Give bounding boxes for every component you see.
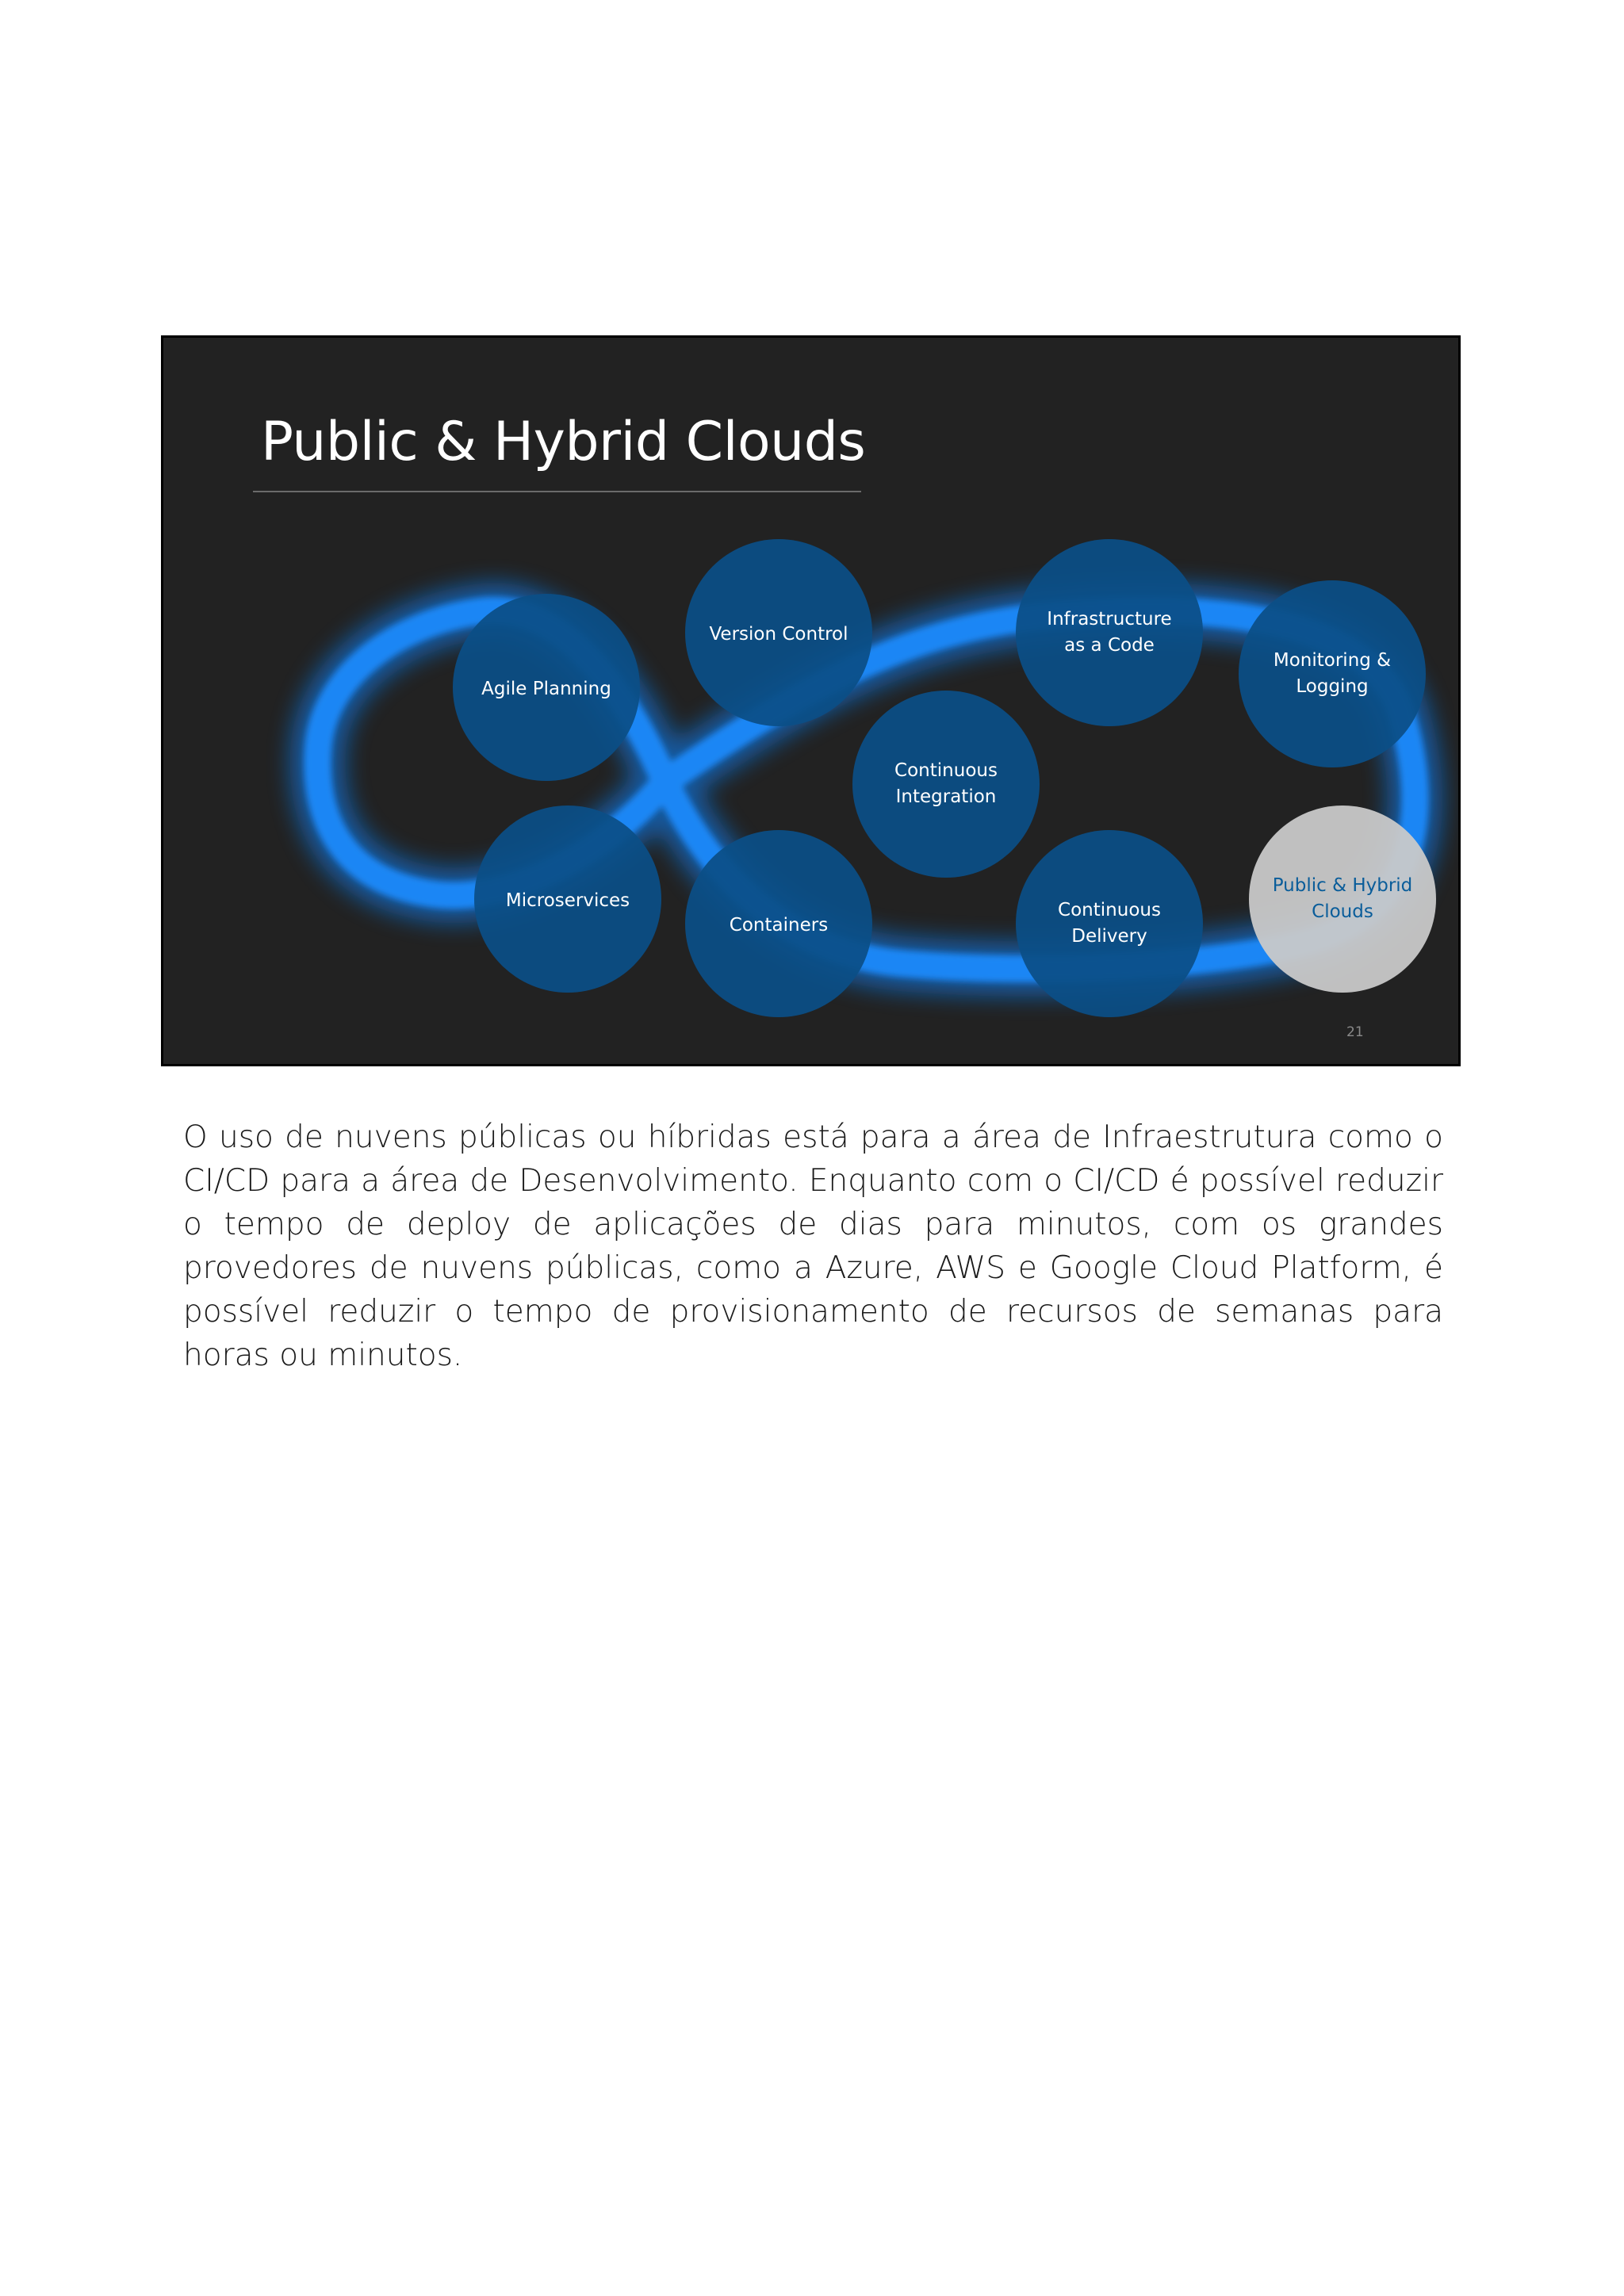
node-label: Agile Planning — [481, 679, 611, 699]
node-containers — [685, 830, 872, 1017]
devops-infinity-diagram — [163, 338, 1461, 1066]
node-continuous-integration — [852, 691, 1040, 878]
node-label: Containers — [729, 915, 829, 936]
node-label: Monitoring & — [1273, 650, 1392, 671]
node-label: Delivery — [1071, 926, 1147, 947]
node-infrastructure-as-code — [1016, 539, 1203, 726]
node-label: Infrastructure — [1047, 609, 1172, 629]
node-label: Microservices — [505, 890, 630, 911]
node-circle — [1016, 830, 1203, 1017]
node-label: Integration — [895, 786, 997, 807]
node-label: Clouds — [1312, 901, 1373, 922]
node-circle — [852, 691, 1040, 878]
node-label: Continuous — [1058, 900, 1161, 920]
node-monitoring-logging — [1239, 580, 1426, 767]
node-circle — [1016, 539, 1203, 726]
node-continuous-delivery — [1016, 830, 1203, 1017]
node-label: Version Control — [709, 624, 848, 645]
node-circle — [1239, 580, 1426, 767]
node-microservices — [474, 806, 661, 993]
body-paragraph: O uso de nuvens públicas ou híbridas está para a área de Infraestrutura como o CI/CD para a área de Desenvolvimento. Enquanto com o CI/CD é possível reduzir o tempo de deploy de aplicações de dias para minutos, com os grandes provedores de nuvens públicas, como a Azure, AWS e Google Cloud Platform, é possível reduzir o tempo de provisionamento de recursos de semanas para horas ou minutos. — [183, 1119, 1443, 1373]
node-agile-planning — [453, 594, 640, 781]
node-circle — [1249, 806, 1436, 993]
node-label: Logging — [1296, 676, 1369, 697]
node-label: Public & Hybrid — [1272, 875, 1413, 896]
node-version-control — [685, 539, 872, 726]
node-public-hybrid-clouds — [1249, 806, 1436, 993]
slide-title: Public & Hybrid Clouds — [261, 411, 866, 473]
slide — [161, 335, 1461, 1066]
node-label: Continuous — [894, 760, 998, 781]
slide-number: 21 — [1346, 1024, 1364, 1040]
node-label: as a Code — [1064, 635, 1155, 656]
